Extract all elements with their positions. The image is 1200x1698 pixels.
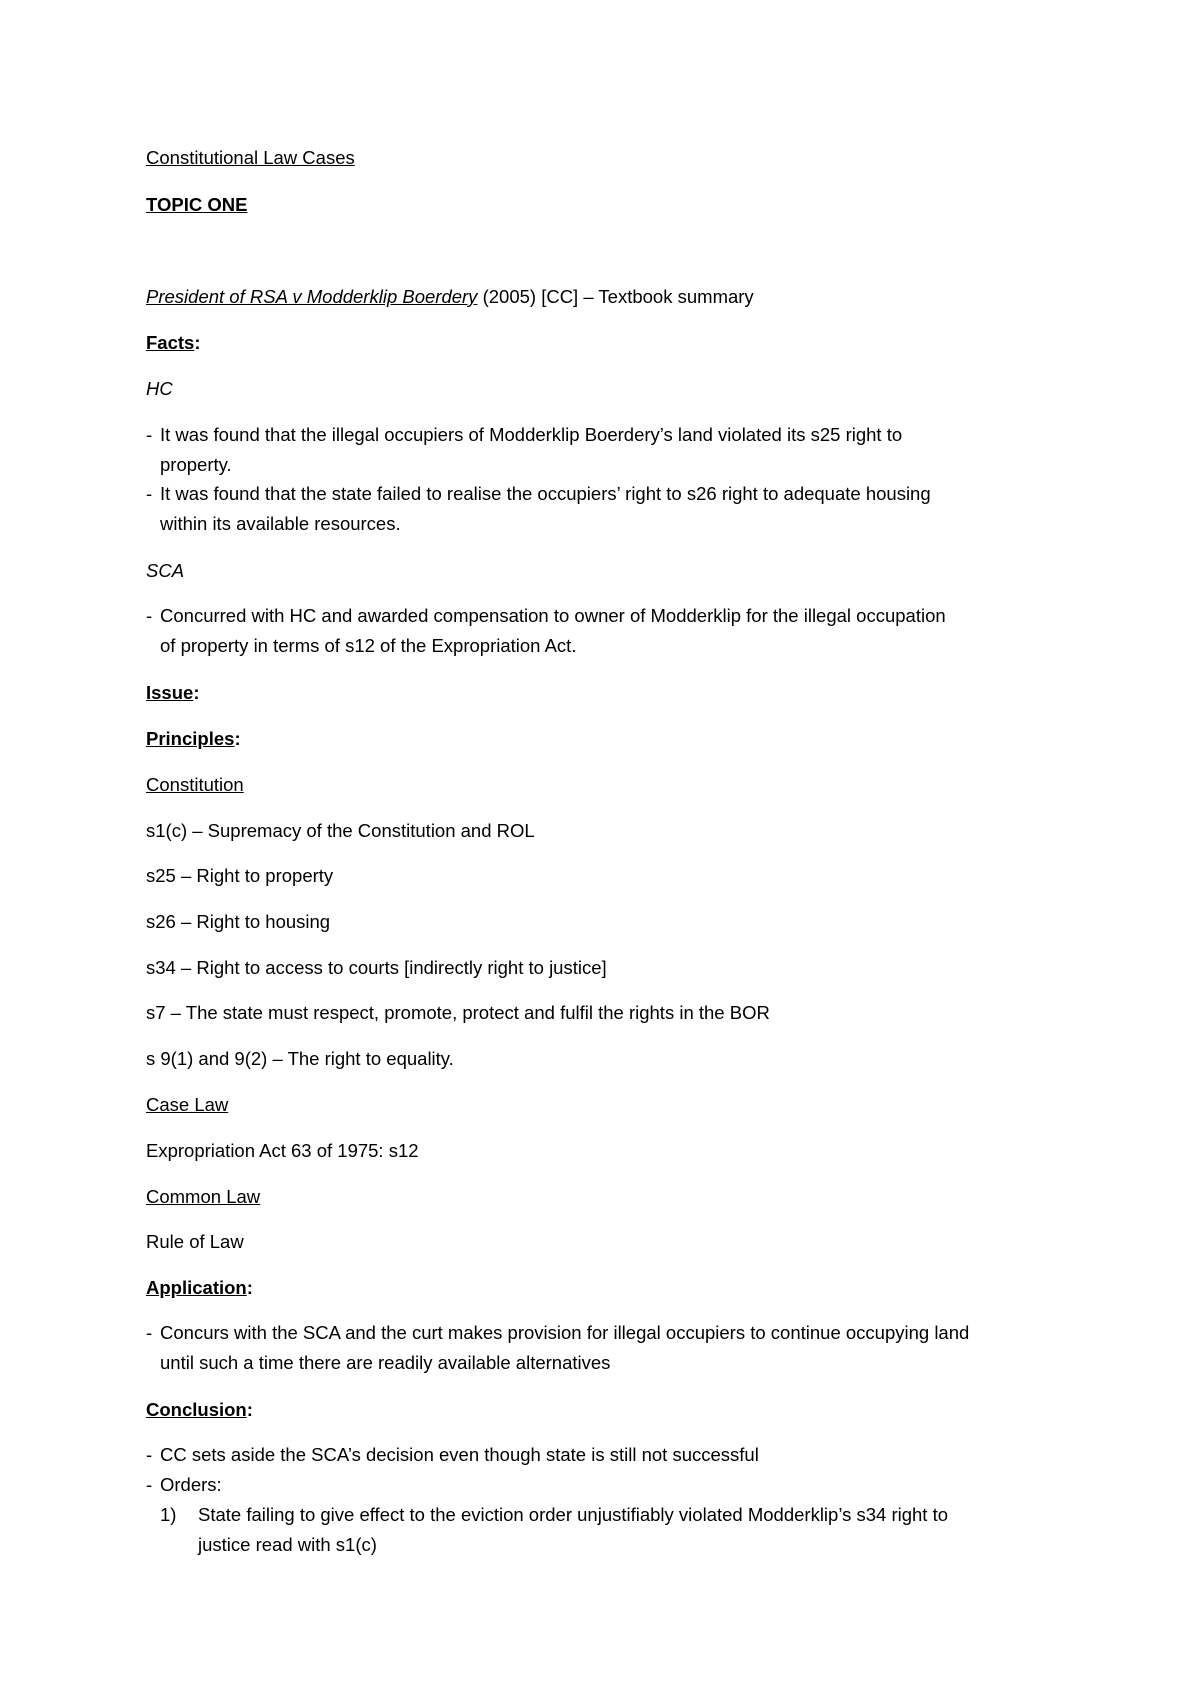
application-heading: Application: [146,1277,253,1298]
case-heading [146,282,754,312]
bullet-marker: - [146,1444,153,1465]
topic-heading: TOPIC ONE [146,194,248,215]
constitution-item: s34 – Right to access to courts [indirectly right to justice] [146,957,607,978]
hc-bullet-1-line-2: property. [160,454,232,475]
conclusion-heading: Conclusion: [146,1399,253,1420]
principles-heading: Principles: [146,728,241,749]
order-1-line-1: State failing to give effect to the eviction order unjustifiably violated Modderklip’s s34 right to [198,1504,949,1525]
constitution-item: s 9(1) and 9(2) – The right to equality. [146,1048,454,1069]
common-law-heading: Common Law [146,1186,261,1207]
facts-heading: Facts: [146,332,201,353]
bullet-marker: - [146,424,153,445]
hc-label: HC [146,378,173,399]
constitution-item: s25 – Right to property [146,865,334,886]
document-title: Constitutional Law Cases [146,147,355,168]
hc-bullet-2-line-2: within its available resources. [160,513,401,534]
case-law-heading: Case Law [146,1094,229,1115]
issue-heading: Issue: [146,682,200,703]
sca-bullet-1-line-2: of property in terms of s12 of the Expropriation Act. [160,635,577,656]
constitution-heading: Constitution [146,774,244,795]
application-bullet-1-line-1: Concurs with the SCA and the curt makes provision for illegal occupiers to continue occupying land [160,1322,970,1343]
constitution-item: s26 – Right to housing [146,911,331,932]
bullet-marker: - [146,605,153,626]
sca-bullet-1-line-1: Concurred with HC and awarded compensation to owner of Modderklip for the illegal occupation [160,605,946,626]
constitution-item: s7 – The state must respect, promote, protect and fulfil the rights in the BOR [146,1002,770,1023]
bullet-marker: - [146,483,153,504]
application-bullet-1-line-2: until such a time there are readily available alternatives [160,1352,611,1373]
order-1-line-2: justice read with s1(c) [198,1534,377,1555]
bullet-marker: - [146,1474,153,1495]
hc-bullet-2-line-1: It was found that the state failed to realise the occupiers’ right to s26 right to adequate housing [160,483,931,504]
constitution-item: s1(c) – Supremacy of the Constitution and ROL [146,820,535,841]
hc-bullet-1-line-1: It was found that the illegal occupiers of Modderklip Boerdery’s land violated its s25 right to [160,424,903,445]
sca-label: SCA [146,560,185,581]
conclusion-bullet-2: Orders: [160,1474,222,1495]
order-number: 1) [160,1504,177,1525]
case-citation: (2005) [CC] – Textbook summary [477,286,754,307]
common-law-item: Rule of Law [146,1231,244,1252]
bullet-marker: - [146,1322,153,1343]
case-name: President of RSA v Modderklip Boerdery [146,286,478,307]
case-law-item: Expropriation Act 63 of 1975: s12 [146,1140,419,1161]
conclusion-bullet-1: CC sets aside the SCA’s decision even though state is still not successful [160,1444,759,1465]
